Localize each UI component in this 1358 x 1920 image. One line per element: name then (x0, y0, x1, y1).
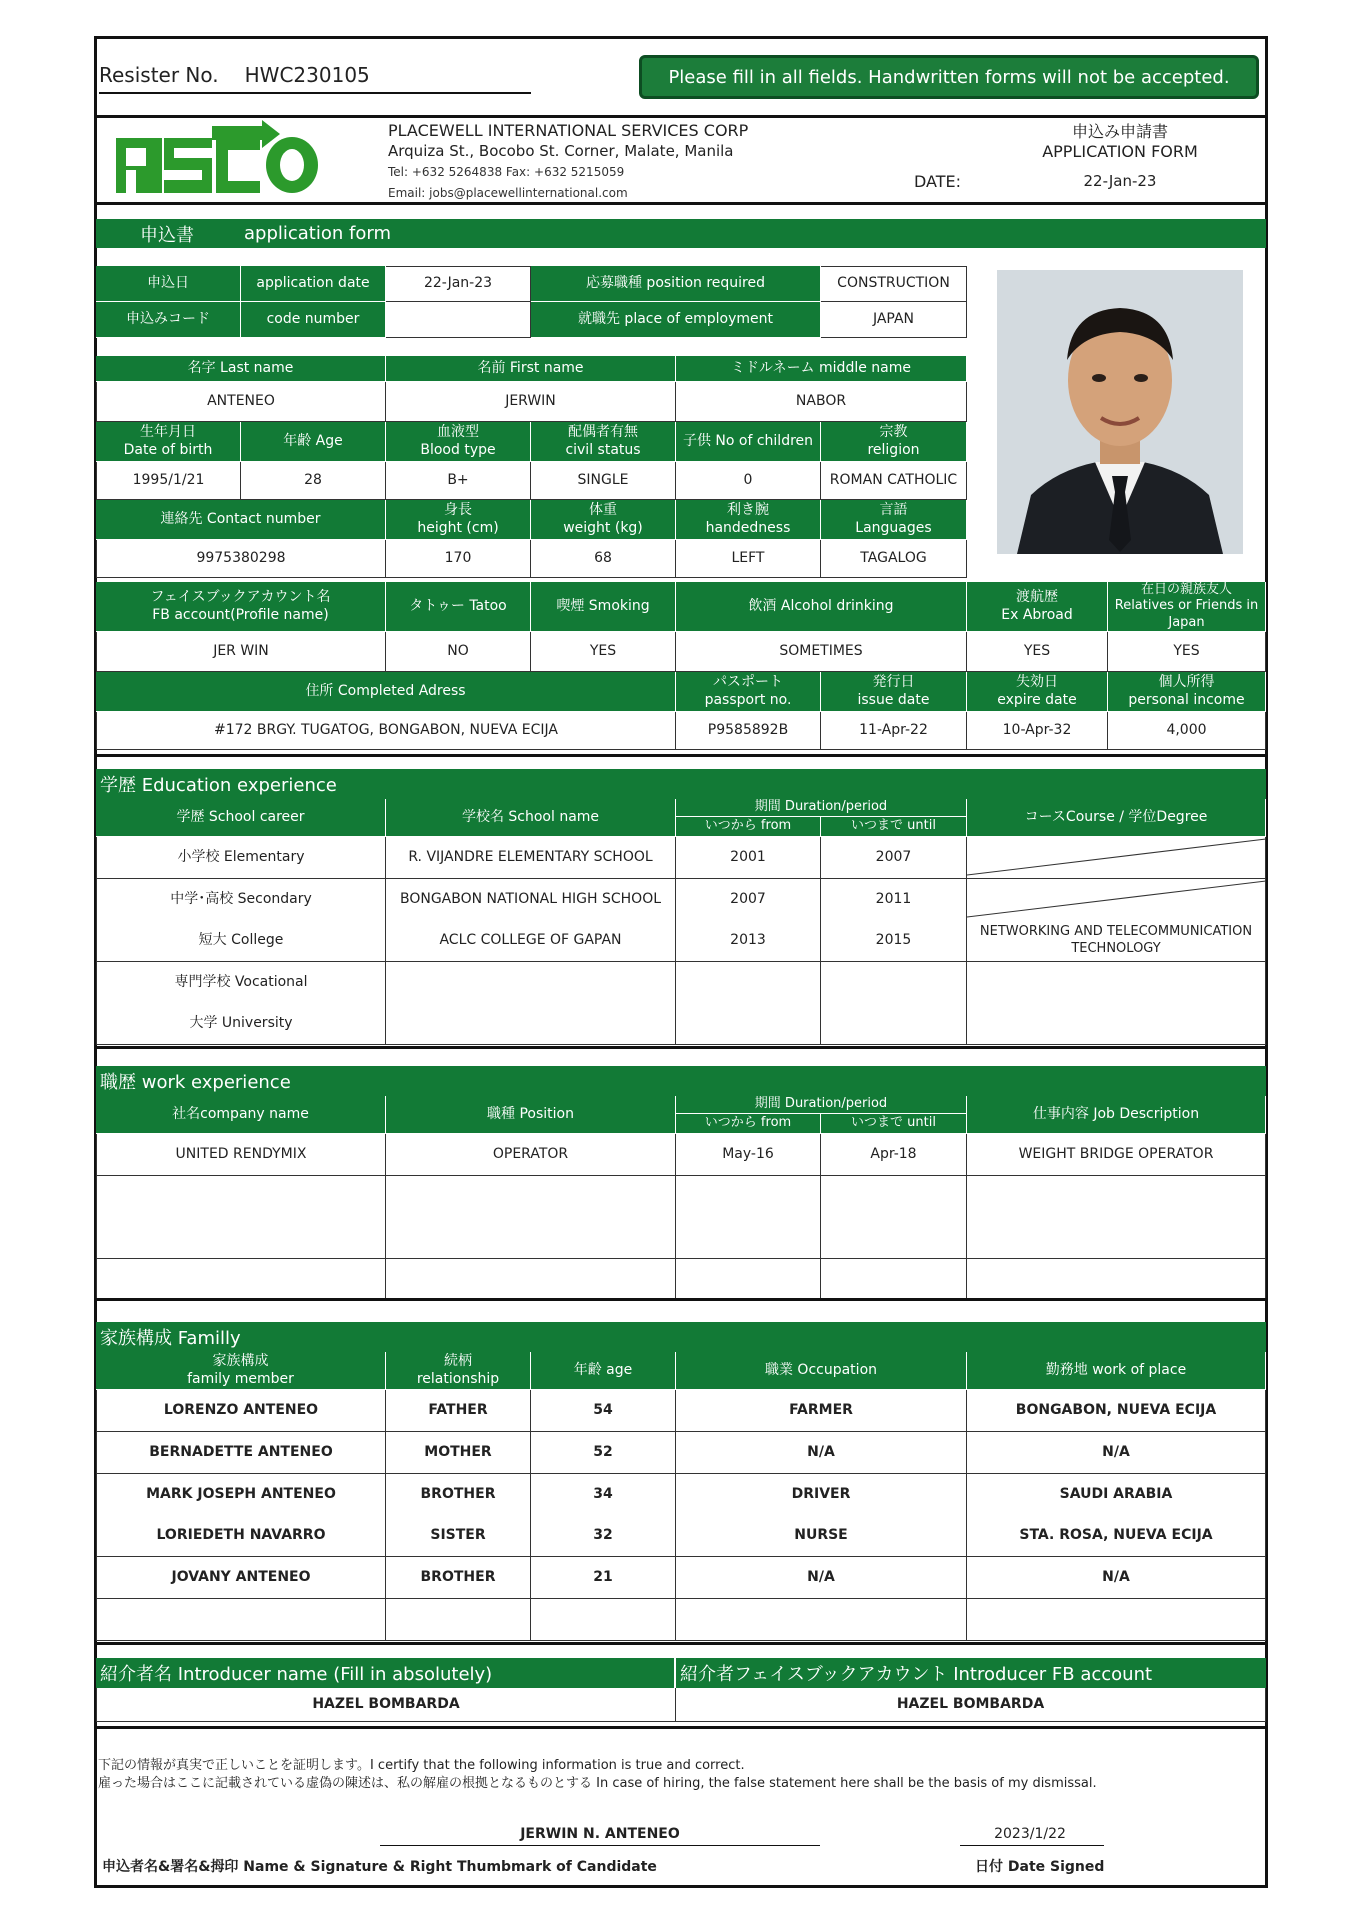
fb-value: JER WIN (96, 632, 386, 672)
introducer-fb-label (676, 1658, 1266, 1688)
languages-value: TAGALOG (821, 540, 967, 578)
edu-course-cell (967, 1003, 1266, 1045)
work-position-cell (386, 1217, 676, 1259)
first-name-value: JERWIN (386, 382, 676, 422)
edu-career-cell: 専門学校 Vocational (96, 962, 386, 1004)
work-until-cell (821, 1217, 967, 1259)
place-value: JAPAN (821, 302, 967, 338)
family-relation-cell: SISTER (386, 1515, 531, 1557)
work-position-cell (386, 1259, 676, 1301)
family-age-cell: 54 (531, 1390, 676, 1432)
date-value: 22-Jan-23 (1083, 172, 1157, 190)
edu-col-course: コースCourse / 学位Degree (967, 799, 1266, 837)
position-value: CONSTRUCTION (821, 266, 967, 302)
company-divider (94, 202, 1268, 205)
family-occupation-cell: N/A (676, 1557, 967, 1599)
header-divider (94, 115, 1268, 118)
date-signed-label: 日付 Date Signed (975, 1859, 1105, 1875)
edu-until-cell (821, 962, 967, 1004)
edu-school-cell: BONGABON NATIONAL HIGH SCHOOL (386, 879, 676, 921)
fb-label: フェイスブックアカウント名 FB account(Profile name) (96, 582, 386, 632)
work-col-position: 職種 Position (386, 1096, 676, 1134)
work-col-until: いつまで until (821, 1114, 967, 1134)
section-application-jp: 申込書 (140, 224, 194, 246)
signature-name: JERWIN N. ANTENEO (520, 1826, 680, 1842)
edu-until-cell: 2007 (821, 837, 967, 879)
issue-label: 発行日 issue date (821, 672, 967, 712)
height-label: 身長 height (cm) (386, 500, 531, 540)
family-col-relation: 続柄 relationship (386, 1352, 531, 1390)
family-work-cell: BONGABON, NUEVA ECIJA (967, 1390, 1266, 1432)
date-label: DATE: (914, 172, 962, 191)
work-company-cell (96, 1217, 386, 1259)
passport-value: P9585892B (676, 712, 821, 750)
family-col-member: 家族構成 family member (96, 1352, 386, 1390)
contact-label: 連絡先 Contact number (96, 500, 386, 540)
section-application-en: application form (244, 223, 391, 244)
address-value: #172 BRGY. TUGATOG, BONGABON, NUEVA ECIJA (96, 712, 676, 750)
code-value (386, 302, 531, 338)
dob-value: 1995/1/21 (96, 462, 241, 500)
edu-school-cell: ACLC COLLEGE OF GAPAN (386, 920, 676, 962)
family-work-cell (967, 1599, 1266, 1641)
abroad-value: YES (967, 632, 1108, 672)
edu-school-cell: R. VIJANDRE ELEMENTARY SCHOOL (386, 837, 676, 879)
work-job-cell (967, 1259, 1266, 1301)
certify-line-2: 雇った場合はここに記載されている虚偽の陳述は、私の解雇の根拠となるものとする In case of hiring, the false statement here shall be the basis of my dismissal. (98, 1776, 1097, 1791)
religion-label: 宗教 religion (821, 422, 967, 462)
height-value: 170 (386, 540, 531, 578)
introducer-fb-value: HAZEL BOMBARDA (676, 1688, 1266, 1722)
family-occupation-cell: DRIVER (676, 1474, 967, 1516)
code-label-jp: 申込みコード (96, 302, 241, 338)
edu-until-cell: 2015 (821, 920, 967, 962)
religion-value: ROMAN CATHOLIC (821, 462, 967, 500)
family-relation-cell: BROTHER (386, 1557, 531, 1599)
position-label: 応募職種 position required (531, 266, 821, 302)
edu-until-cell: 2011 (821, 879, 967, 921)
notice-banner (639, 55, 1259, 99)
app-date-label-jp: 申込日 (96, 266, 241, 302)
edu-from-cell: 2007 (676, 879, 821, 921)
blood-label: 血液型 Blood type (386, 422, 531, 462)
income-value: 4,000 (1108, 712, 1266, 750)
section-education-title: 学歴 Education experience (100, 775, 337, 796)
work-position-cell (386, 1176, 676, 1218)
edu-col-school: 学校名 School name (386, 799, 676, 837)
certify-line-1: 下記の情報が真実で正しいことを証明します。I certify that the following information is true and correct. (98, 1758, 745, 1773)
family-col-occupation: 職業 Occupation (676, 1352, 967, 1390)
languages-label: 言語 Languages (821, 500, 967, 540)
company-logo (112, 120, 322, 198)
work-until-cell: Apr-18 (821, 1134, 967, 1176)
family-work-cell: STA. ROSA, NUEVA ECIJA (967, 1515, 1266, 1557)
company-info (388, 120, 888, 204)
section-family-title: 家族構成 Familly (100, 1328, 241, 1349)
edu-from-cell (676, 1003, 821, 1045)
family-member-cell (96, 1599, 386, 1641)
work-col-company: 社名company name (96, 1096, 386, 1134)
work-from-cell (676, 1259, 821, 1301)
family-col-work: 勤務地 work of place (967, 1352, 1266, 1390)
passport-label: パスポート passport no. (676, 672, 821, 712)
introducer-name-label (96, 1658, 676, 1688)
edu-from-cell (676, 962, 821, 1004)
edu-col-duration: 期間 Duration/period (676, 799, 967, 817)
edu-from-cell: 2001 (676, 837, 821, 879)
civil-value: SINGLE (531, 462, 676, 500)
family-divider (94, 1642, 1268, 1645)
introducer-name-value: HAZEL BOMBARDA (96, 1688, 676, 1722)
handedness-label: 利き腕 handedness (676, 500, 821, 540)
family-member-cell: LORENZO ANTENEO (96, 1390, 386, 1432)
tatoo-value: NO (386, 632, 531, 672)
last-name-value: ANTENEO (96, 382, 386, 422)
section-work-title: 職歴 work experience (100, 1072, 291, 1093)
edu-career-cell: 大学 University (96, 1003, 386, 1045)
family-age-cell: 21 (531, 1557, 676, 1599)
work-until-cell (821, 1176, 967, 1218)
expire-label: 失効日 expire date (967, 672, 1108, 712)
company-email: Email: jobs@placewellinternational.com (388, 186, 628, 200)
work-company-cell: UNITED RENDYMIX (96, 1134, 386, 1176)
register-line (99, 58, 539, 92)
app-date-value: 22-Jan-23 (386, 266, 531, 302)
slash-mark (967, 837, 1266, 877)
family-age-cell (531, 1599, 676, 1641)
work-divider (94, 1298, 1268, 1301)
education-divider (94, 1046, 1268, 1049)
introducer-fb-label-text: 紹介者フェイスブックアカウント Introducer FB account (680, 1664, 1153, 1685)
app-date-label-en: application date (241, 266, 386, 302)
family-occupation-cell: FARMER (676, 1390, 967, 1432)
family-relation-cell (386, 1599, 531, 1641)
edu-col-from: いつから from (676, 817, 821, 837)
date-line (960, 1845, 1104, 1846)
relatives-value: YES (1108, 632, 1266, 672)
family-age-cell: 52 (531, 1432, 676, 1474)
company-name: PLACEWELL INTERNATIONAL SERVICES CORP (388, 121, 749, 140)
weight-label: 体重 weight (kg) (531, 500, 676, 540)
children-label: 子供 No of children (676, 422, 821, 462)
work-job-cell (967, 1176, 1266, 1218)
edu-col-career: 学歴 School career (96, 799, 386, 837)
edu-career-cell: 中学･高校 Secondary (96, 879, 386, 921)
edu-career-cell: 短大 College (96, 920, 386, 962)
work-company-cell (96, 1176, 386, 1218)
middle-name-value: NABOR (676, 382, 967, 422)
company-address: Arquiza St., Bocobo St. Corner, Malate, Manila (388, 142, 734, 160)
logo-graphic (112, 120, 322, 198)
smoking-value: YES (531, 632, 676, 672)
children-value: 0 (676, 462, 821, 500)
work-until-cell (821, 1259, 967, 1301)
edu-course-cell (967, 962, 1266, 1004)
register-label: Resister No. (99, 63, 219, 87)
contact-value: 9975380298 (96, 540, 386, 578)
applicant-photo (997, 270, 1243, 554)
edu-school-cell (386, 962, 676, 1004)
register-number: HWC230105 (244, 63, 370, 87)
work-job-cell: WEIGHT BRIDGE OPERATOR (967, 1134, 1266, 1176)
last-name-label: 名字 Last name (96, 356, 386, 382)
edu-course-cell: NETWORKING AND TELECOMMUNICATION TECHNOLOGY (967, 920, 1266, 962)
section-education (96, 769, 1266, 799)
smoking-label: 喫煙 Smoking (531, 582, 676, 632)
section-application (96, 219, 1266, 248)
form-title-en: APPLICATION FORM (1042, 142, 1198, 161)
signature-date: 2023/1/22 (994, 1826, 1066, 1842)
register-underline (99, 92, 531, 94)
alcohol-label: 飲酒 Alcohol drinking (676, 582, 967, 632)
issue-value: 11-Apr-22 (821, 712, 967, 750)
civil-label: 配偶者有無 civil status (531, 422, 676, 462)
certification (98, 1757, 1258, 1793)
work-col-duration: 期間 Duration/period (676, 1096, 967, 1114)
work-company-cell (96, 1259, 386, 1301)
edu-career-cell: 小学校 Elementary (96, 837, 386, 879)
family-member-cell: LORIEDETH NAVARRO (96, 1515, 386, 1557)
relatives-label: 在日の親族友人 Relatives or Friends in Japan (1108, 582, 1266, 632)
first-name-label: 名前 First name (386, 356, 676, 382)
family-col-age: 年齢 age (531, 1352, 676, 1390)
weight-value: 68 (531, 540, 676, 578)
expire-value: 10-Apr-32 (967, 712, 1108, 750)
section-family (96, 1322, 1266, 1352)
slash-mark (967, 879, 1266, 919)
edu-course-cell (967, 837, 1266, 879)
dob-label: 生年月日 Date of birth (96, 422, 241, 462)
family-member-cell: BERNADETTE ANTENEO (96, 1432, 386, 1474)
alcohol-value: SOMETIMES (676, 632, 967, 672)
family-relation-cell: FATHER (386, 1390, 531, 1432)
family-relation-cell: MOTHER (386, 1432, 531, 1474)
work-from-cell: May-16 (676, 1134, 821, 1176)
family-work-cell: N/A (967, 1432, 1266, 1474)
age-value: 28 (241, 462, 386, 500)
work-from-cell (676, 1176, 821, 1218)
family-member-cell: JOVANY ANTENEO (96, 1557, 386, 1599)
work-col-from: いつから from (676, 1114, 821, 1134)
family-age-cell: 32 (531, 1515, 676, 1557)
edu-col-until: いつまで until (821, 817, 967, 837)
family-occupation-cell: N/A (676, 1432, 967, 1474)
family-work-cell: N/A (967, 1557, 1266, 1599)
family-occupation-cell (676, 1599, 967, 1641)
applicant-portrait (997, 270, 1243, 554)
signature-label: 申込者名&署名&拇印 Name & Signature & Right Thumbmark of Candidate (102, 1859, 657, 1875)
income-label: 個人所得 personal income (1108, 672, 1266, 712)
family-member-cell: MARK JOSEPH ANTENEO (96, 1474, 386, 1516)
edu-school-cell (386, 1003, 676, 1045)
work-from-cell (676, 1217, 821, 1259)
family-occupation-cell: NURSE (676, 1515, 967, 1557)
signature-line (380, 1845, 820, 1846)
introducer-name-label-text: 紹介者名 Introducer name (Fill in absolutely) (100, 1664, 493, 1685)
edu-from-cell: 2013 (676, 920, 821, 962)
family-relation-cell: BROTHER (386, 1474, 531, 1516)
family-work-cell: SAUDI ARABIA (967, 1474, 1266, 1516)
work-col-job: 仕事内容 Job Description (967, 1096, 1266, 1134)
family-age-cell: 34 (531, 1474, 676, 1516)
handedness-value: LEFT (676, 540, 821, 578)
place-label: 就職先 place of employment (531, 302, 821, 338)
company-tel: Tel: +632 5264838 Fax: +632 5215059 (388, 165, 625, 179)
address-label: 住所 Completed Adress (96, 672, 676, 712)
notice-text: Please fill in all fields. Handwritten forms will not be accepted. (668, 66, 1230, 88)
tatoo-label: タトゥー Tatoo (386, 582, 531, 632)
code-label-en: code number (241, 302, 386, 338)
form-title-jp: 申込み申請書 (1071, 122, 1168, 141)
work-position-cell: OPERATOR (386, 1134, 676, 1176)
section-work (96, 1066, 1266, 1096)
abroad-label: 渡航歴 Ex Abroad (967, 582, 1108, 632)
form-title (1010, 122, 1230, 162)
work-job-cell (967, 1217, 1266, 1259)
introducer-divider (94, 1726, 1268, 1729)
edu-until-cell (821, 1003, 967, 1045)
blood-value: B+ (386, 462, 531, 500)
middle-name-label: ミドルネーム middle name (676, 356, 967, 382)
personal-divider (94, 754, 1268, 757)
age-label: 年齢 Age (241, 422, 386, 462)
edu-course-cell (967, 879, 1266, 921)
